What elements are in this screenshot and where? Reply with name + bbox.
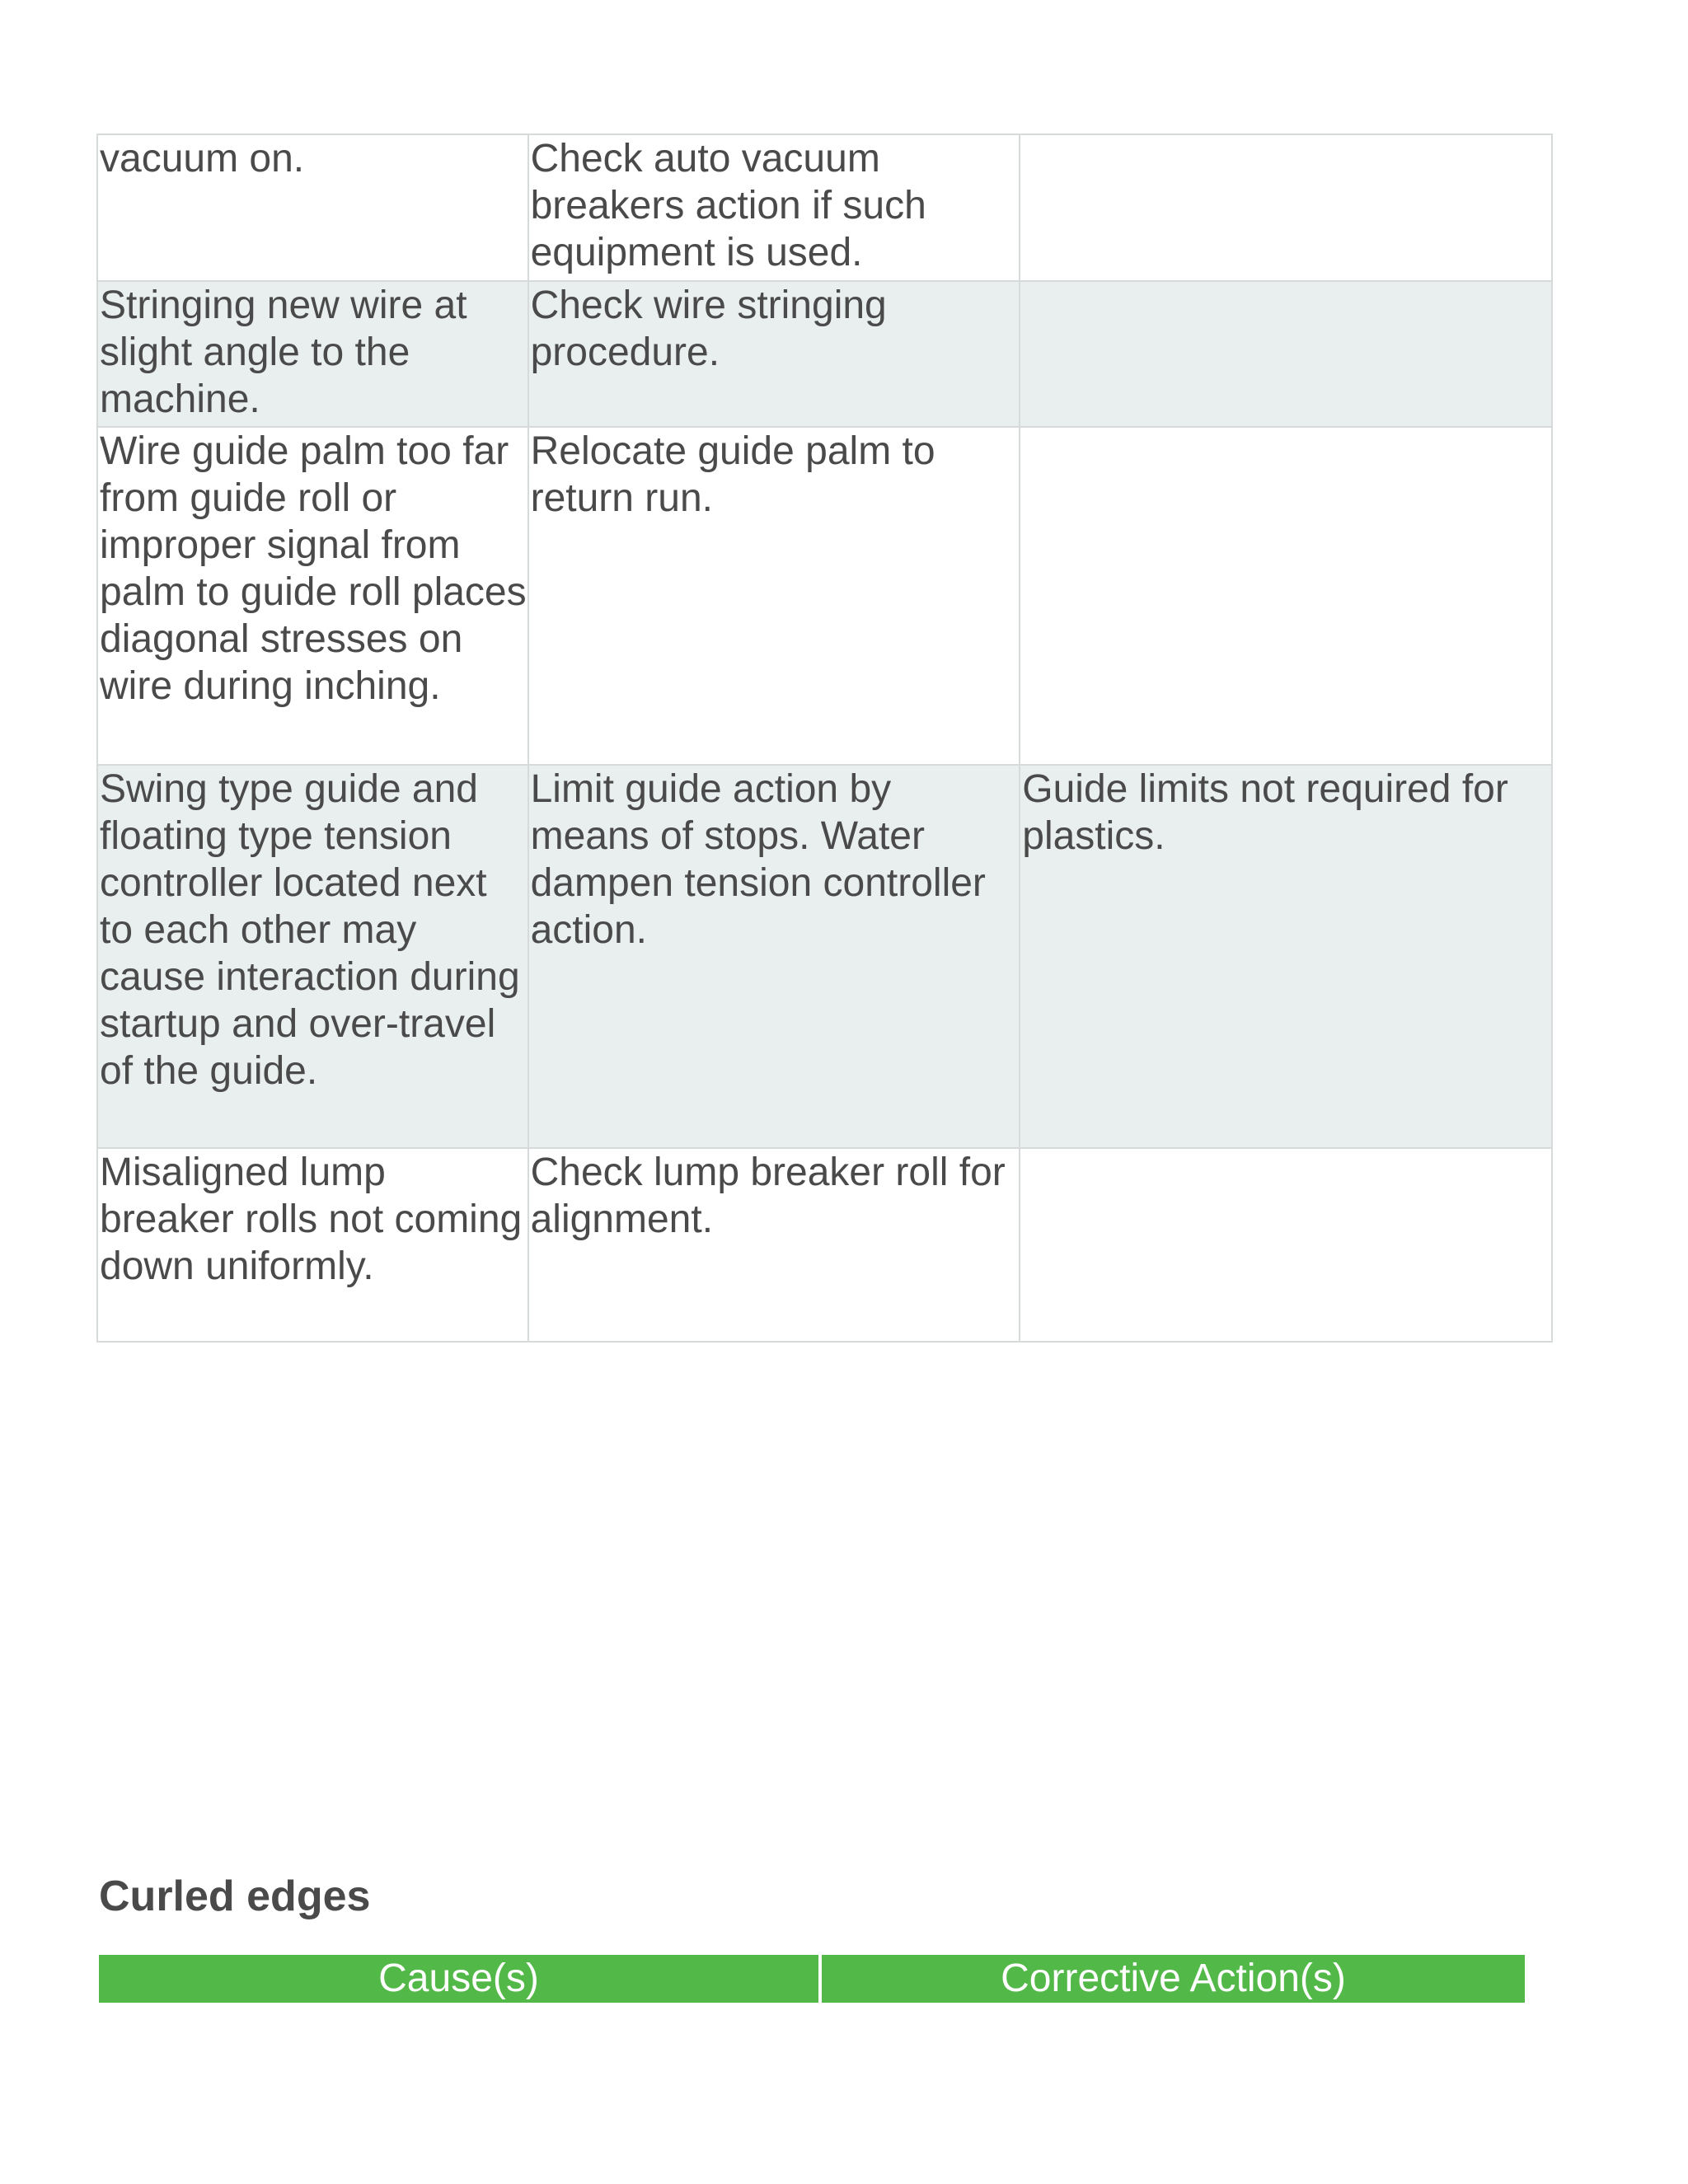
table-row (97, 281, 1552, 427)
remark-cell (1020, 134, 1552, 281)
troubleshooting-table (96, 134, 1553, 1343)
corrective-action-cell: Limit guide action by means of stops. Water dampen tension controller action. (528, 765, 1020, 1148)
column-header-corrective-actions: Corrective Action(s) (1001, 1957, 1346, 2000)
corrective-action-cell: Check lump breaker roll for alignment. (528, 1148, 1020, 1342)
table-row (97, 1148, 1552, 1342)
cause-cell: Stringing new wire at slight angle to the machine. (97, 281, 528, 427)
cause-cell: Misaligned lump breaker rolls not coming down uniformly. (97, 1148, 528, 1342)
table-row (97, 765, 1552, 1148)
corrective-action-cell: Check auto vacuum breakers action if such equipment is used. (528, 134, 1020, 281)
remark-cell (1020, 281, 1552, 427)
table-row (97, 427, 1552, 765)
cause-cell: Swing type guide and floating type tension controller located next to each other may cause interaction during startup and over-travel of the guide. (97, 765, 528, 1148)
corrective-action-cell: Relocate guide palm to return run. (528, 427, 1020, 765)
table-row (97, 134, 1552, 281)
remark-cell (1020, 1148, 1552, 1342)
section-title: Curled edges (99, 1872, 371, 1920)
remark-cell (1020, 427, 1552, 765)
cause-cell: Wire guide palm too far from guide roll or improper signal from palm to guide roll places diagonal stresses on wire during inching. (97, 427, 528, 765)
table-header-bar (99, 1955, 1525, 2003)
cause-cell: vacuum on. (97, 134, 528, 281)
corrective-action-cell: Check wire stringing procedure. (528, 281, 1020, 427)
column-header-causes: Cause(s) (99, 1955, 822, 2003)
remark-cell: Guide limits not required for plastics. (1020, 765, 1552, 1148)
